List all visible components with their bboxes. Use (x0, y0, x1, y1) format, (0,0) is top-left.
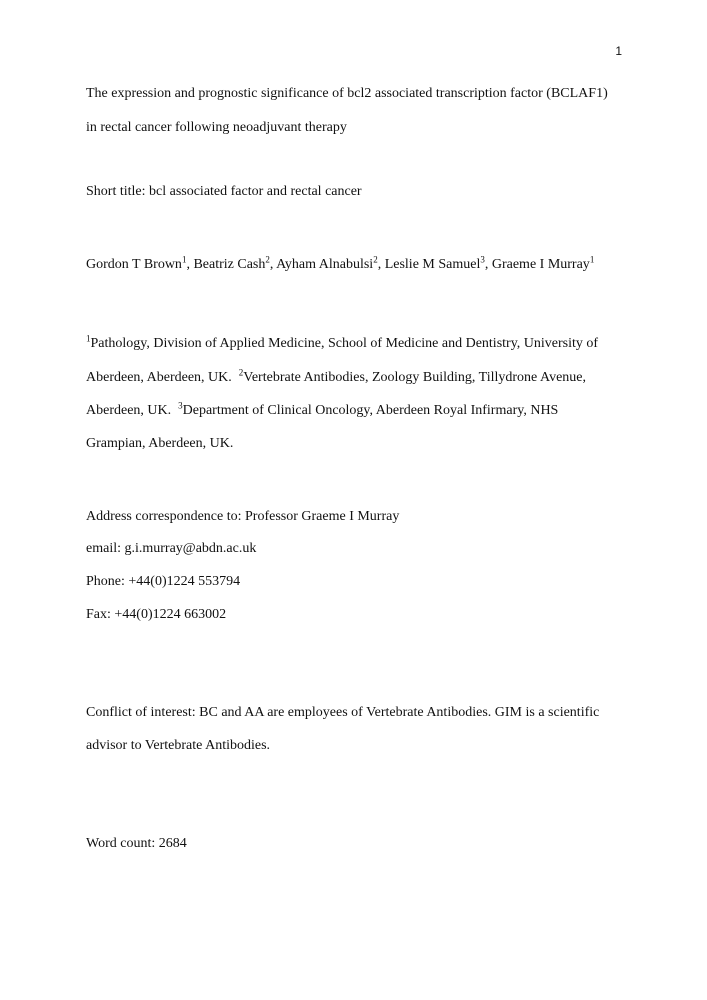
title-line-2: in rectal cancer following neoadjuvant therapy (86, 120, 347, 135)
author-affiliation-marker: 1 (181, 254, 187, 265)
author-affiliation-marker: 1 (589, 254, 595, 265)
author-name: Leslie M Samuel (384, 257, 481, 272)
page-number: 1 (615, 44, 622, 58)
affiliation-line-1 (86, 333, 599, 351)
correspondence-phone: Phone: +44(0)1224 553794 (86, 574, 241, 589)
affiliation-text: Department of Clinical Oncology, Aberdeen Royal Infirmary, NHS (182, 403, 559, 418)
title-line-1: The expression and prognostic significance of bcl2 associated transcription factor (BCLAF1) (86, 86, 608, 101)
author-name: Gordon T Brown (86, 257, 182, 272)
affiliation-marker: 2 (238, 367, 244, 378)
author-name: Graeme I Murray (491, 257, 590, 272)
affiliation-text: Vertebrate Antibodies, Zoology Building, Tillydrone Avenue, (243, 370, 586, 385)
author-affiliation-marker: 3 (480, 254, 485, 265)
author-separator: , (484, 257, 492, 272)
affiliation-line-3 (86, 400, 559, 418)
affiliation-text: Pathology, Division of Applied Medicine, School of Medicine and Dentistry, University of (90, 336, 599, 351)
author-list (86, 254, 595, 272)
correspondence-fax: Fax: +44(0)1224 663002 (86, 607, 227, 622)
affiliation-line-2 (86, 367, 586, 385)
author-separator: , (186, 257, 194, 272)
short-title: Short title: bcl associated factor and rectal cancer (86, 184, 362, 199)
author-affiliation-marker: 2 (265, 254, 270, 265)
author-separator: , (377, 257, 385, 272)
affiliation-text: Aberdeen, Aberdeen, UK. (86, 370, 232, 385)
affiliation-marker: 1 (86, 333, 91, 344)
correspondence-email: email: g.i.murray@abdn.ac.uk (86, 541, 257, 556)
affiliation-line-4: Grampian, Aberdeen, UK. (86, 436, 234, 451)
affiliation-text: Aberdeen, UK. (86, 403, 172, 418)
author-separator: , (269, 257, 277, 272)
author-name: Beatriz Cash (193, 257, 266, 272)
affiliation-marker: 3 (178, 400, 183, 411)
conflict-line-2: advisor to Vertebrate Antibodies. (86, 738, 271, 753)
conflict-line-1: Conflict of interest: BC and AA are employees of Vertebrate Antibodies. GIM is a scientific (86, 705, 600, 720)
correspondence-address: Address correspondence to: Professor Graeme I Murray (86, 509, 400, 524)
author-name: Ayham Alnabulsi (276, 257, 374, 272)
author-affiliation-marker: 2 (373, 254, 378, 265)
word-count: Word count: 2684 (86, 836, 187, 851)
